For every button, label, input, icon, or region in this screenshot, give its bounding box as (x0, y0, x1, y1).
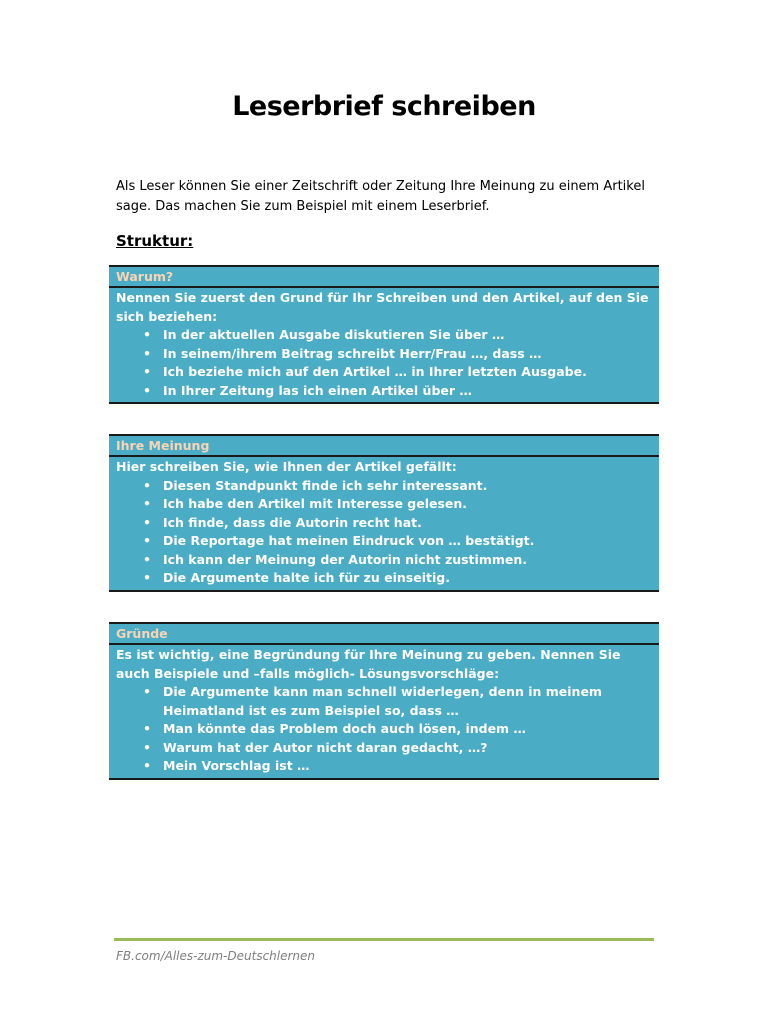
list-item: • Die Argumente halte ich für zu einseitig. (116, 569, 651, 588)
list-item: • In der aktuellen Ausgabe diskutieren Sie über … (116, 326, 651, 345)
section-box-ihre-meinung (109, 434, 659, 592)
list-item: • Warum hat der Autor nicht daran gedacht, …? (116, 739, 651, 758)
list-item: • Ich beziehe mich auf den Artikel … in Ihrer letzten Ausgabe. (116, 363, 651, 382)
footer-divider (114, 938, 654, 941)
intro-paragraph: Als Leser können Sie einer Zeitschrift oder Zeitung Ihre Meinung zu einem Artikel sage. Das machen Sie zum Beispiel mit einem Leserbrief. (116, 179, 645, 214)
bullet-list (116, 326, 651, 400)
page-title: Leserbrief schreiben (232, 91, 536, 122)
section-text: Es ist wichtig, eine Begründung für Ihre Meinung zu geben. Nennen Sie auch Beispiele und –falls möglich- Lösungsvorschläge: (116, 647, 621, 681)
list-item: • Man könnte das Problem doch auch lösen, indem … (116, 720, 651, 739)
section-box-warum (109, 265, 659, 404)
list-item: • Ich finde, dass die Autorin recht hat. (116, 514, 651, 533)
section-heading: Gründe (109, 624, 659, 645)
section-text: Hier schreiben Sie, wie Ihnen der Artikel gefällt: (116, 459, 457, 474)
list-item: • Mein Vorschlag ist … (116, 757, 651, 776)
list-item: • Ich kann der Meinung der Autorin nicht zustimmen. (116, 551, 651, 570)
list-item: • Die Reportage hat meinen Eindruck von … bestätigt. (116, 532, 651, 551)
section-heading: Warum? (109, 267, 659, 288)
structure-heading: Struktur: (116, 232, 194, 250)
bullet-list (116, 683, 651, 776)
section-heading: Ihre Meinung (109, 436, 659, 457)
bullet-list (116, 477, 651, 588)
footer-link[interactable]: FB.com/Alles-zum-Deutschlernen (116, 949, 316, 963)
section-box-gruende (109, 622, 659, 780)
section-body (109, 457, 659, 590)
list-item: • Ich habe den Artikel mit Interesse gelesen. (116, 495, 651, 514)
section-text: Nennen Sie zuerst den Grund für Ihr Schreiben und den Artikel, auf den Sie sich beziehen: (116, 290, 649, 324)
list-item: • In Ihrer Zeitung las ich einen Artikel über … (116, 382, 651, 401)
list-item: • Diesen Standpunkt finde ich sehr interessant. (116, 477, 651, 496)
list-item: • In seinem/ihrem Beitrag schreibt Herr/Frau …, dass … (116, 345, 651, 364)
section-body (109, 288, 659, 402)
list-item: • Die Argumente kann man schnell widerlegen, denn in meinem Heimatland ist es zum Beispiel so, dass … (116, 683, 651, 720)
section-body (109, 645, 659, 778)
